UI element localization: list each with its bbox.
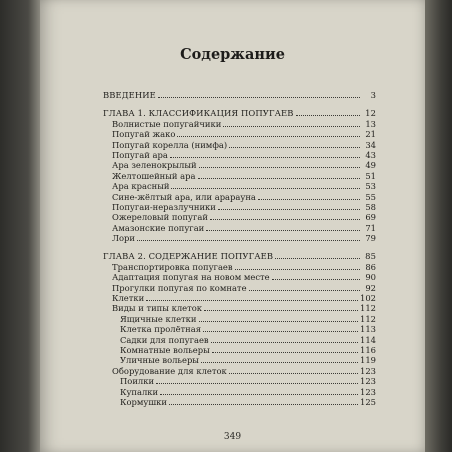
toc-entry — [103, 345, 376, 355]
dot-leader — [229, 147, 360, 148]
page-number: 349 — [223, 432, 242, 442]
dot-leader — [169, 404, 358, 405]
toc-entry — [103, 171, 376, 181]
toc-entry-label: ГЛАВА 2. СОДЕРЖАНИЕ ПОПУГАЕВ — [103, 251, 274, 262]
dot-leader — [204, 310, 358, 311]
toc-entry-label: Транспортировка попугаев — [112, 261, 233, 272]
toc-entry-label: Попугаи-неразлучники — [112, 201, 216, 212]
toc-entry-page: 86 — [365, 261, 376, 272]
dot-leader — [210, 219, 360, 220]
toc-entry — [103, 397, 376, 407]
toc-entry-page: 112 — [360, 313, 376, 324]
toc-entry — [103, 212, 376, 222]
toc-entry-label: Уличные вольеры — [120, 355, 199, 366]
toc-entry — [103, 129, 376, 139]
toc-entry-page: 116 — [360, 344, 376, 355]
dot-leader — [203, 331, 358, 332]
toc-entry-page: 119 — [360, 355, 376, 366]
toc-entry — [103, 376, 376, 386]
section-gap — [103, 100, 376, 108]
toc-entry-label: ВВЕДЕНИЕ — [103, 90, 156, 100]
toc-entry-page: 79 — [365, 233, 376, 244]
page-title: Содержание — [180, 46, 285, 63]
toc-entry-label: Сине-жёлтый ара, или арарауна — [112, 191, 256, 202]
toc-entry — [103, 160, 376, 170]
dot-leader — [235, 269, 360, 270]
toc-entry-page: 85 — [365, 251, 376, 262]
dot-leader — [170, 157, 360, 158]
dot-leader — [171, 188, 360, 189]
toc-entry-page: 69 — [365, 212, 376, 223]
toc-entry-label: Ара красный — [112, 181, 170, 192]
book-page — [40, 0, 425, 452]
toc-entry-page: 43 — [365, 149, 376, 160]
page-edge-shadow — [425, 0, 452, 452]
toc-entry — [103, 324, 376, 334]
toc-entry-label: ГЛАВА 1. КЛАССИФИКАЦИЯ ПОПУГАЕВ — [103, 108, 294, 119]
toc-entry — [103, 366, 376, 376]
toc-entry — [103, 140, 376, 150]
toc-entry — [103, 355, 376, 365]
dot-leader — [201, 362, 358, 363]
toc-entry-page: 13 — [365, 118, 376, 129]
toc-entry-page: 21 — [365, 129, 376, 140]
toc-entry-page: 112 — [360, 303, 376, 314]
toc-entry-label: Попугай ара — [112, 149, 168, 160]
dot-leader — [160, 394, 358, 395]
dot-leader — [211, 342, 358, 343]
toc-chapter-entry — [103, 108, 376, 118]
toc-entry-label: Купалки — [120, 386, 159, 397]
dot-leader — [199, 167, 360, 168]
toc-entry-label: Адаптация попугая на новом месте — [112, 272, 270, 283]
dot-leader — [156, 383, 358, 384]
book-spine-shadow — [0, 0, 40, 452]
toc-entry-page: 53 — [365, 181, 376, 192]
dot-leader — [275, 258, 360, 259]
table-of-contents — [103, 90, 376, 407]
toc-entry-page: 12 — [365, 108, 376, 119]
dot-leader — [296, 115, 360, 116]
toc-entry-page: 55 — [365, 191, 376, 202]
dot-leader — [206, 230, 360, 231]
toc-entry — [103, 303, 376, 313]
toc-entry-label: Волнистые попугайчики — [112, 118, 222, 129]
toc-entry — [103, 272, 376, 282]
toc-chapter-entry — [103, 90, 376, 100]
toc-entry-page: 125 — [360, 396, 376, 407]
toc-entry-label: Кормушки — [120, 396, 167, 407]
toc-entry-label: Комнатные вольеры — [120, 344, 210, 355]
dot-leader — [249, 290, 360, 291]
toc-entry-page: 114 — [360, 334, 376, 345]
toc-entry — [103, 262, 376, 272]
toc-entry — [103, 192, 376, 202]
dot-leader — [258, 199, 360, 200]
dot-leader — [212, 352, 358, 353]
toc-entry-page: 123 — [360, 376, 376, 387]
toc-entry — [103, 387, 376, 397]
toc-entry-label: Оборудование для клеток — [112, 365, 227, 376]
dot-leader — [199, 321, 359, 322]
toc-entry-label: Клетки — [112, 293, 145, 304]
dot-leader — [177, 136, 360, 137]
section-gap — [103, 243, 376, 251]
toc-entry — [103, 335, 376, 345]
dot-leader — [229, 373, 358, 374]
dot-leader — [223, 126, 360, 127]
toc-entry-page: 71 — [365, 222, 376, 233]
toc-entry-page: 90 — [365, 272, 376, 283]
toc-entry-page: 3 — [370, 90, 376, 100]
toc-entry-label: Садки для попугаев — [120, 334, 209, 345]
toc-entry-label: Ящичные клетки — [120, 313, 197, 324]
toc-entry-page: 113 — [360, 324, 376, 335]
toc-entry-label: Поилки — [120, 376, 155, 387]
toc-entry-page: 51 — [365, 170, 376, 181]
toc-entry-label: Попугай жако — [112, 129, 176, 140]
dot-leader — [272, 279, 360, 280]
toc-entry-page: 49 — [365, 160, 376, 171]
toc-entry — [103, 293, 376, 303]
dot-leader — [158, 97, 360, 98]
toc-entry-label: Желтошейный ара — [112, 170, 196, 181]
toc-entry-label: Ара зеленокрылый — [112, 160, 197, 171]
toc-entry-label: Прогулки попугая по комнате — [112, 282, 247, 293]
toc-entry-page: 123 — [360, 386, 376, 397]
toc-chapter-entry — [103, 251, 376, 261]
toc-entry-label: Ожереловый попугай — [112, 212, 208, 223]
toc-entry — [103, 283, 376, 293]
toc-entry — [103, 202, 376, 212]
toc-entry-label: Попугай корелла (нимфа) — [112, 139, 228, 150]
toc-entry-page: 92 — [365, 282, 376, 293]
toc-entry — [103, 314, 376, 324]
toc-entry-page: 123 — [360, 365, 376, 376]
dot-leader — [218, 209, 360, 210]
toc-entry — [103, 181, 376, 191]
toc-entry-page: 34 — [365, 139, 376, 150]
dot-leader — [137, 240, 360, 241]
toc-entry-label: Лори — [112, 233, 135, 244]
toc-entry-label: Клетка пролётная — [120, 324, 202, 335]
toc-entry-page: 102 — [360, 293, 376, 304]
toc-entry — [103, 233, 376, 243]
dot-leader — [198, 178, 360, 179]
toc-entry — [103, 119, 376, 129]
toc-entry-label: Виды и типы клеток — [112, 303, 203, 314]
toc-entry — [103, 223, 376, 233]
toc-entry — [103, 150, 376, 160]
dot-leader — [146, 300, 358, 301]
toc-entry-label: Амазонские попугаи — [112, 222, 205, 233]
toc-entry-page: 58 — [365, 201, 376, 212]
